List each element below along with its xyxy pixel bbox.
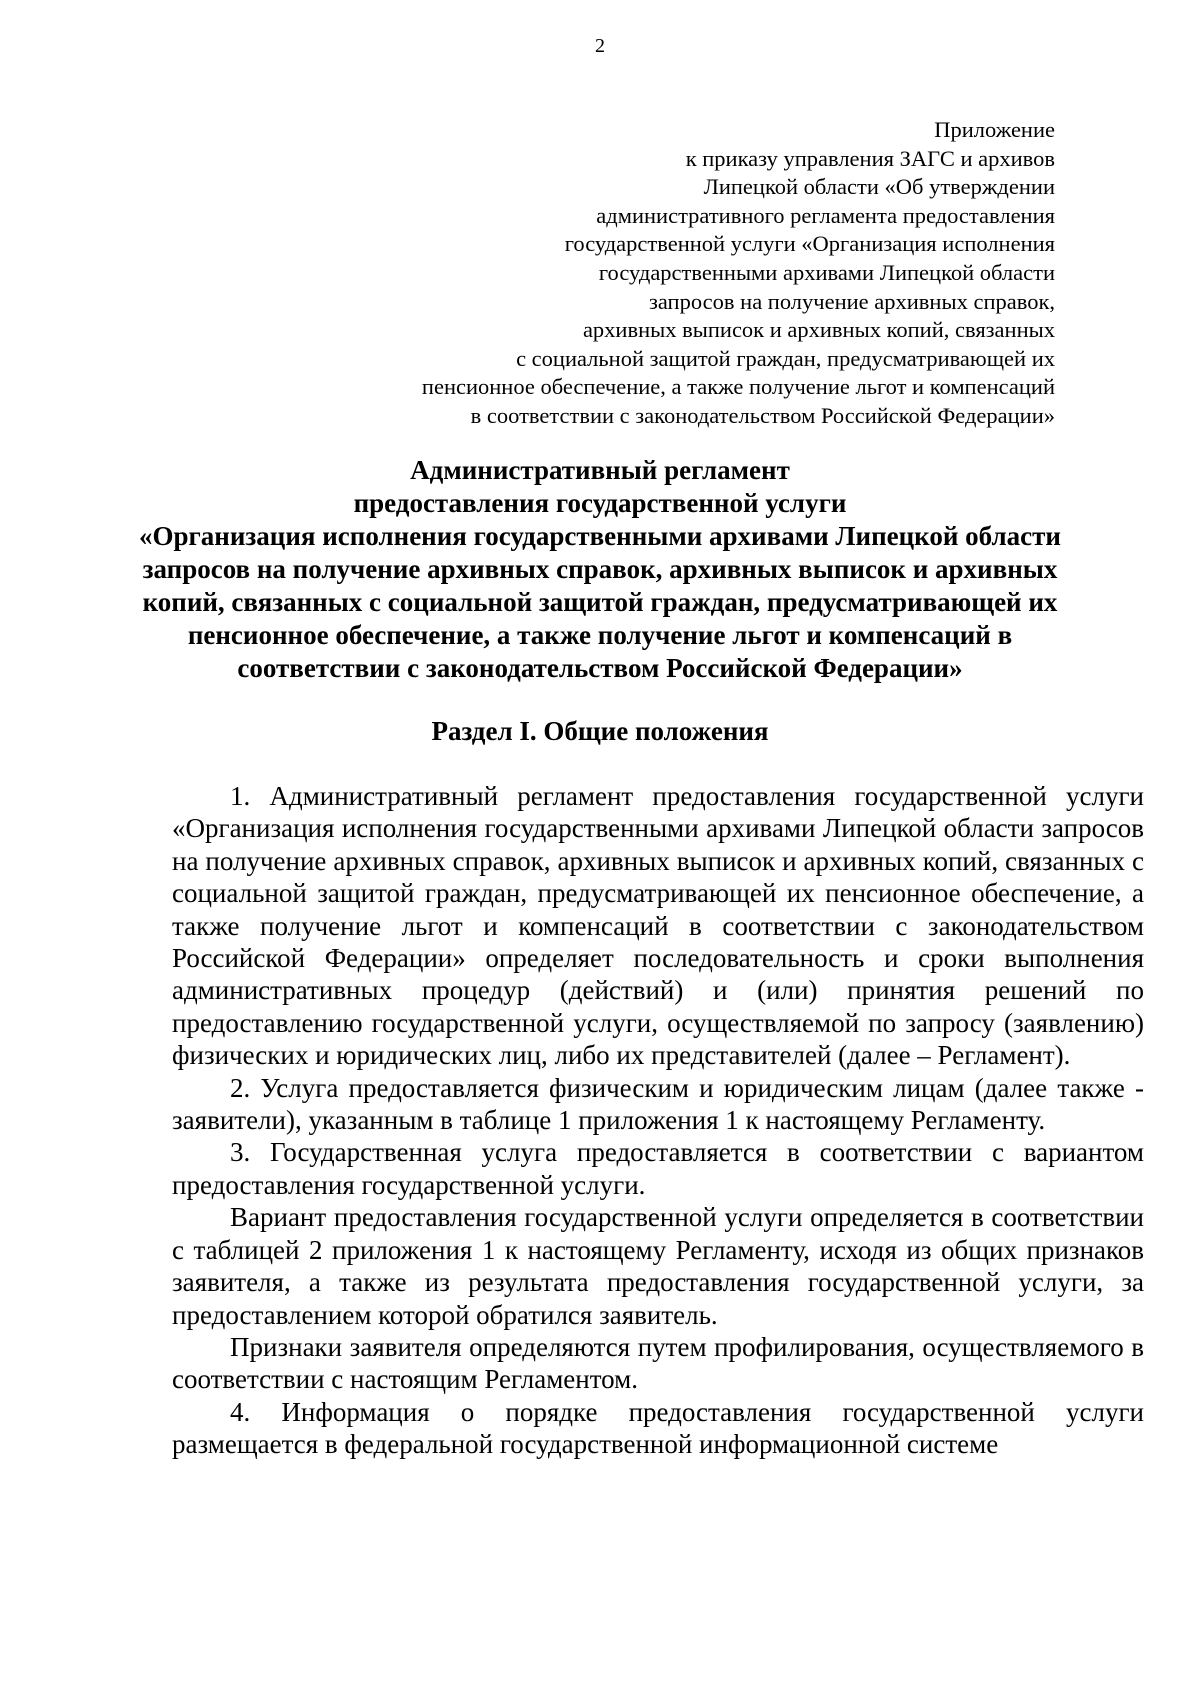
appendix-line: архивных выписок и архивных копий, связанных <box>582 317 1055 343</box>
page-number: 2 <box>595 35 605 57</box>
appendix-line: государственной услуги «Организация исполнения <box>564 231 1055 257</box>
appendix-line: в соответствии с законодательством Российской Федерации» <box>470 402 1055 428</box>
title-line: предоставления государственной услуги <box>353 488 847 518</box>
title-line: Административный регламент <box>410 455 790 485</box>
paragraph: 4. Информация о порядке предоставления государственной услуги размещается в федеральной государственной информационной системе <box>172 1396 1144 1460</box>
title-line: пенсионное обеспечение, а также получение льгот и компенсаций в <box>187 620 1013 650</box>
paragraph: Признаки заявителя определяются путем профилирования, осуществляемого в соответствии с настоящим Регламентом. <box>172 1331 1144 1395</box>
appendix-line: с социальной защитой граждан, предусматривающей их <box>516 345 1055 371</box>
appendix-line: Приложение <box>934 117 1055 142</box>
appendix-line: Липецкой области «Об утверждении <box>703 174 1055 200</box>
title-line: соответствии с законодательством Российской Федерации» <box>237 653 963 683</box>
paragraph: Вариант предоставления государственной услуги определяется в соответствии с таблицей 2 приложения 1 к настоящему Регламенту, исходя из общих признаков заявителя, а также из результата предоставления государственной услуги, за предоставлением которой обратился заявитель. <box>172 1202 1144 1330</box>
appendix-line: к приказу управления ЗАГС и архивов <box>685 145 1055 171</box>
section-heading: Раздел I. Общие положения <box>431 716 769 746</box>
body-text <box>172 780 1144 1461</box>
title-line: копий, связанных с социальной защитой граждан, предусматривающей их <box>142 587 1058 617</box>
paragraph: 1. Административный регламент предоставления государственной услуги «Организация исполнения государственными архивами Липецкой области запросов на получение архивных справок, архивных выписок и архивных копий, связанных с социальной защитой граждан, предусматривающей их пенсионное обеспечение, а также получение льгот и компенсаций в соответствии с законодательством Российской Федерации» определяет последовательность и сроки выполнения административных процедур (действий) и (или) принятия решений по предоставлению государственной услуги, осуществляемой по запросу (заявлению) физических и юридических лиц, либо их представителей (далее – Регламент). <box>172 781 1144 1071</box>
appendix-line: пенсионное обеспечение, а также получение льгот и компенсаций <box>421 374 1055 400</box>
title-line: «Организация исполнения государственными архивами Липецкой области <box>139 521 1061 551</box>
appendix-line: государственными архивами Липецкой области <box>598 259 1055 285</box>
document-title <box>100 454 1100 685</box>
appendix-line: административного регламента предоставления <box>596 202 1055 228</box>
title-line: запросов на получение архивных справок, архивных выписок и архивных <box>142 554 1058 584</box>
paragraph: 2. Услуга предоставляется физическим и юридическим лицам (далее также - заявители), указанным в таблице 1 приложения 1 к настоящему Регламенту. <box>172 1072 1144 1136</box>
paragraph: 3. Государственная услуга предоставляется в соответствии с вариантом предоставления государственной услуги. <box>172 1137 1144 1200</box>
appendix-reference <box>295 116 1055 431</box>
appendix-line: запросов на получение архивных справок, <box>648 288 1055 314</box>
